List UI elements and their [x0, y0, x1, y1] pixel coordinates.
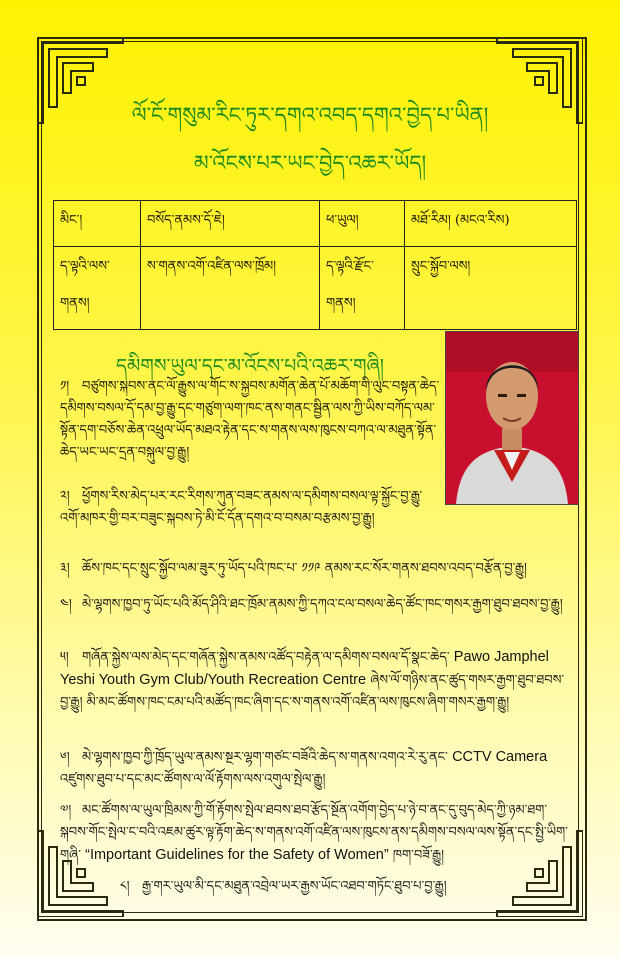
title-line-1: ལོ་ངོ་གསུམ་རིང་ཏུར་དགའ་འབད་དགའ་བྱེད་པ་ཡིན། — [131, 103, 489, 127]
item-text: བཙུགས་སྐབས་ནང་ལོ་རྒྱུས་ལ་གོང་ས་སྐྱབས་མགོན་ཆེན་པོ་མཆོག་གི་ལུང་བསྟན་ཆེད་དམིགས་བསལ་དོ་དམ་བྱ་རྒྱུ་དང་གཙུག་ལག་ཁང་ནས་གནང་སྦྱིན་ལས་ཀྱི་ཡིས་བཀོད་ལམ་སྟོན་དག་བཅོས་ཆེན་འཕྲུལ་ཡོད་མཐའ་རྟེན་དང་ས་གནས་ལས་ཁུངས་བཀའ་ལ་མཐུན་སྟོན་ཆེད་ཡང་ཡང་དྲན་བསྐུལ་བྱ་རྒྱུ། — [60, 379, 440, 460]
list-item — [60, 594, 574, 616]
item-number: ༣། — [60, 561, 70, 576]
item-text: ཁག་བཟོ་རྒྱུ། — [392, 848, 445, 863]
list-item — [60, 646, 574, 714]
item-number: ༢། — [60, 489, 70, 504]
item-text: མེ་ལྷགས་ཁྱབ་ཏུ་ཡོང་པའི་མོད་ཤིའི་ཐང་ཁྲོམ་ནམས་ཀྱི་དཀའ་ངལ་བསལ་ཆེད་ཚོང་ཁང་གསར་རྒྱག་ཐུབ་ཐབས་བྱ་རྒྱུ། — [82, 597, 563, 612]
section-heading: དམིགས་ཡུལ་དང་མ་འོངས་པའི་འཆར་གཞི། — [116, 355, 384, 377]
list-item — [120, 876, 560, 898]
item-text: མེ་ལྷགས་ཁྱབ་ཀྱི་ཁྲོད་ཡུལ་ནམས་སྔར་ལྷག་གཙང་བཟོའི་ཆེད་ས་གནས་འགའ་རེ་རུ་ནང་ — [82, 750, 448, 765]
title-line-2: མ་འོངས་པར་ཡང་བྱེད་འཆར་ཡོད། — [193, 151, 427, 175]
table-cell: བསོད་ནམས་དོ་ཇེ། — [141, 201, 320, 247]
candidate-photo — [445, 331, 579, 505]
list-item — [60, 800, 574, 867]
item-text: ཆོས་ཁང་དང་སྲུང་སྐྱོབ་ལམ་ཟུར་ཏུ་ཡོད་པའི་ཁང་པ་ ༡༡༩ ནམས་རང་སོར་གནས་ཐབས་འབད་བརྩོན་བྱ་རྒྱུ། — [82, 561, 527, 576]
list-item — [60, 558, 574, 580]
table-header-row — [54, 201, 577, 247]
item-number: ༧། — [60, 803, 72, 818]
table-cell: ད་ལྟའི་ལས་གནས། — [54, 247, 141, 330]
list-item — [60, 746, 574, 791]
item-text: མང་ཚོགས་ལ་ཡུལ་ཁྲིམས་ཀྱི་གོ་རྟོགས་སྤེལ་ཐབས་ཐབ་རྩོད་སྔོན་འགོག་བྱེད་པ་ཉེ་བ་ནང་དུ་བུད་མེད་ཀྱི་ཉམ་ཐག་སྐབས་གོང་སྤེལ་ང་བའི་འཇམ་ཚུར་ལྟ་རྟོག་ཆེད་ས་གནས་འགོ་འཛིན་ལས་ཁུངས་ནས་དམིགས་བསལ་ལས་སྟོན་དང་སྤྱི་ཡིག་གཞི་ — [60, 803, 568, 863]
item-number: ༡། — [60, 379, 70, 394]
list-item — [60, 376, 440, 464]
table-row — [54, 247, 577, 330]
table-cell: ས་གནས་འགོ་འཛིན་ལས་ཁྲོམ། — [141, 247, 320, 330]
item-number: ༨། — [120, 879, 130, 894]
candidate-info-table — [53, 200, 577, 330]
list-item — [60, 486, 440, 530]
table-cell: སྲུང་སྐྱོབ་ལས། — [405, 247, 577, 330]
item-number: ༤། — [60, 597, 72, 612]
item-english-text: CCTV Camera — [452, 749, 548, 765]
item-text: རྒྱ་གར་ཡུལ་མི་དང་མཐུན་འབྲེལ་ཡར་རྒྱས་ཡོང་འཐབ་གཏོང་ཐུབ་པ་བྱ་རྒྱུ། — [142, 879, 447, 894]
item-english-text: “Important Guidelines for the Safety of Women” — [85, 847, 389, 863]
table-cell: མིང་། — [54, 201, 141, 247]
item-text: འཛུགས་ཐུབ་པ་དང་མང་ཚོགས་ལ་ལོ་རྟོགས་ལས་འགུལ་སྤེལ་རྒྱུ། — [60, 772, 326, 787]
item-number: ༦། — [60, 750, 70, 765]
table-cell: ཕ་ཡུལ། — [320, 201, 405, 247]
table-cell: ད་ལྟའི་རྫོང་གནས། — [320, 247, 405, 330]
item-english-text: Pawo Jamphel Yeshi Youth Gym Club/Youth Recreation Centre — [60, 649, 549, 688]
item-text: ཞེས་ལོ་གཉིས་ནང་ཚུད་གསར་རྒྱག་ཐུབ་ཐབས་བྱ་རྒྱུ། མི་མང་ཚོགས་ཁང་ངམ་པའི་མཚོད་ཁང་ཞིག་དང་ས་གནས་འགོ་འཛིན་ལས་ཁུངས་ཞིག་གསར་རྒྱག་རྒྱུ། — [60, 673, 565, 710]
table-cell: མཐོ་རིམ། (མངའ་རིས) — [405, 201, 577, 247]
item-text: ཕྱོགས་རིས་མེད་པར་རང་རིགས་ཀུན་བཟང་ནམས་ལ་དམིགས་བསལ་ལྟ་སྐྱོང་བྱ་རྒྱུ་འགོ་མཁར་གྱི་བར་བཟུང་སྐབས་ཏེ་མི་ངོ་དོན་དགའ་བ་བསམ་བརྩམས་བྱ་རྒྱུ། — [60, 489, 423, 526]
item-number: ༥། — [60, 650, 69, 665]
item-text: གཞོན་སྐྱེས་ལས་མེད་དང་གཞོན་སྐྱེས་ནམས་འཚོད་བརྟེན་ལ་དམིགས་བསལ་དོ་སྣང་ཆེད་ — [82, 650, 450, 665]
